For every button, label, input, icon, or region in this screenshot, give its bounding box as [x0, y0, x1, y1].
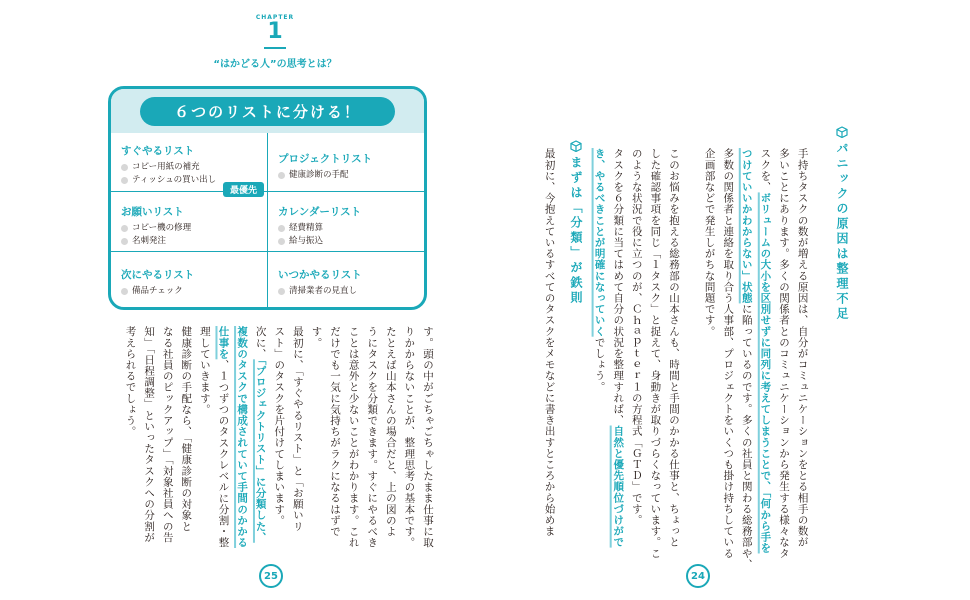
list-title: プロジェクトリスト — [278, 153, 373, 165]
list-cell-next — [111, 262, 267, 303]
text-column: 企画部などで発生しがちな問題です。 — [703, 148, 716, 337]
text-column: 多いことにあります。多くの関係者とのコミュニケーションから発生する様々なタ — [777, 148, 790, 559]
text-column: のような状況で役に立つのが、Ｃｈａｐｔｅｒ１の方程式「ＧＴＤ」です。 — [630, 148, 643, 526]
text-column: このお悩みを抱える総務部の山本さんも、時間と手間のかかる仕事と、ちょっと — [667, 148, 680, 548]
text-column: す。 — [310, 326, 323, 349]
chapter-rule — [264, 47, 286, 49]
highlight-text: 「プロジェクトリスト」に分類した、 — [254, 359, 267, 543]
box-header — [111, 89, 424, 133]
list-title: カレンダーリスト — [278, 206, 362, 218]
text-column: した確認事項を同じ「１タスク」と捉えて、身動きが取りづらくなっています。こ — [649, 148, 662, 559]
cube-icon — [570, 140, 582, 152]
text-column: スト」のタスクを片付けてしまいます。 — [273, 326, 286, 526]
text-column: 頭の中がごちゃごちゃしたまま仕事に取 — [422, 348, 434, 549]
right-paragraph-3 — [540, 148, 559, 578]
list-title: いつかやるリスト — [278, 269, 362, 281]
text-column: 最初に、「すぐやるリスト」と「お願いリ — [291, 326, 304, 532]
text-column: 多数の関係者と連絡を取り合う人事部、プロジェクトをいくつも掛け持ちしている — [722, 148, 735, 559]
text-column: スクを、 — [759, 148, 772, 193]
list-cell-someday — [268, 262, 427, 303]
bullet-icon — [121, 225, 128, 232]
section-heading: まずは「分類」が鉄則 — [568, 140, 585, 306]
grid-divider — [268, 191, 427, 192]
list-item: コピー機の修理 — [121, 222, 257, 235]
text-column: でしょう。 — [593, 336, 606, 393]
text-column: に陥っているのです。多くの社員と関わる総務部や、 — [740, 303, 753, 570]
text-column: ことは意外と少ないことがわかります。これ — [347, 326, 360, 548]
text-column: す。 — [422, 326, 434, 349]
bullet-icon — [278, 225, 285, 232]
list-item: 備品チェック — [121, 285, 257, 298]
list-item: ティッシュの買い出し — [121, 174, 257, 187]
list-cell-request — [111, 199, 267, 253]
right-paragraph-2 — [590, 148, 683, 578]
box-title: ６つのリストに分ける！ — [140, 97, 395, 126]
list-title: お願いリスト — [121, 206, 184, 218]
bullet-icon — [121, 238, 128, 245]
bullet-icon — [278, 172, 285, 179]
list-title: 次にやるリスト — [121, 269, 195, 281]
text-column: うにタスクを分類できます。すぐにやるべき — [366, 326, 379, 548]
highlight-text: き、やるべきことが明確になっていく — [593, 148, 606, 337]
list-item: 給与振込 — [278, 235, 420, 248]
bullet-icon — [278, 238, 285, 245]
chapter-header — [210, 14, 340, 70]
text-column: 理していきます。 — [198, 326, 211, 415]
page-number-right: 24 — [686, 564, 710, 588]
list-cell-immediate — [111, 138, 267, 192]
cube-icon — [836, 126, 848, 138]
text-column: 手持ちタスクの数が増える原因は、自分がコミュニケーションをとる相手の数が — [796, 148, 809, 548]
text-column: なる社員のピックアップ」「対象社員への告 — [161, 326, 174, 543]
highlight-text: 複数のタスクで構成されていて手間のかかる — [236, 326, 249, 548]
highlight-text: つけていいかわからない」状態 — [740, 148, 753, 304]
chapter-label: CHAPTER — [255, 14, 295, 21]
chapter-number: 1 — [267, 19, 283, 44]
text-column: タスクを６分類に当てはめて自分の状況を整理すれば、 — [612, 148, 625, 426]
list-item: 健康診断の手配 — [278, 169, 420, 182]
text-column: りかからないことが、整理思考の基本です。 — [403, 326, 416, 548]
section-heading: パニックの原因は整理不足 — [834, 126, 851, 322]
six-lists-box — [108, 86, 427, 310]
priority-badge: 最優先 — [223, 182, 264, 197]
highlight-text: 仕事を — [217, 326, 230, 360]
chapter-title: “はかどる人”の思考とは？ — [213, 59, 337, 70]
highlight-text: 自然と優先順位づけがで — [612, 425, 625, 548]
text-column: 考えられるでしょう。 — [124, 326, 137, 437]
text-column: 次に、 — [254, 326, 267, 360]
list-item: 清掃業者の見直し — [278, 285, 420, 298]
text-column: 最初に、今抱えているすべてのタスクをメモなどに書き出すところから始めま — [543, 148, 556, 537]
text-column: だけでも一気に気持ちがラクになるはずで — [329, 326, 342, 537]
list-title: すぐやるリスト — [121, 145, 195, 157]
list-item: 名刺発注 — [121, 235, 257, 248]
text-column: 、１つずつのタスクレベルに分割・整 — [217, 359, 230, 549]
text-column: 健康診断の手配なら、「健康診断の対象と — [180, 326, 193, 532]
list-cell-calendar — [268, 199, 427, 253]
page-number-left: 25 — [259, 564, 283, 588]
left-page-text — [121, 326, 437, 562]
bullet-icon — [121, 177, 128, 184]
text-column: 知」「日程調整」といったタスクへの分割が — [143, 326, 156, 543]
highlight-text: ボリュームの大小を区別せずに同列に考えてしまうことで、「何から手を — [759, 192, 772, 554]
text-column: たとえば山本さんの場合だと、上の図のよ — [384, 326, 397, 537]
list-item: コピー用紙の補充 — [121, 161, 257, 174]
right-paragraph-1 — [700, 148, 812, 578]
bullet-icon — [121, 164, 128, 171]
bullet-icon — [278, 288, 285, 295]
list-item: 経費精算 — [278, 222, 420, 235]
list-cell-project — [268, 146, 427, 187]
bullet-icon — [121, 288, 128, 295]
